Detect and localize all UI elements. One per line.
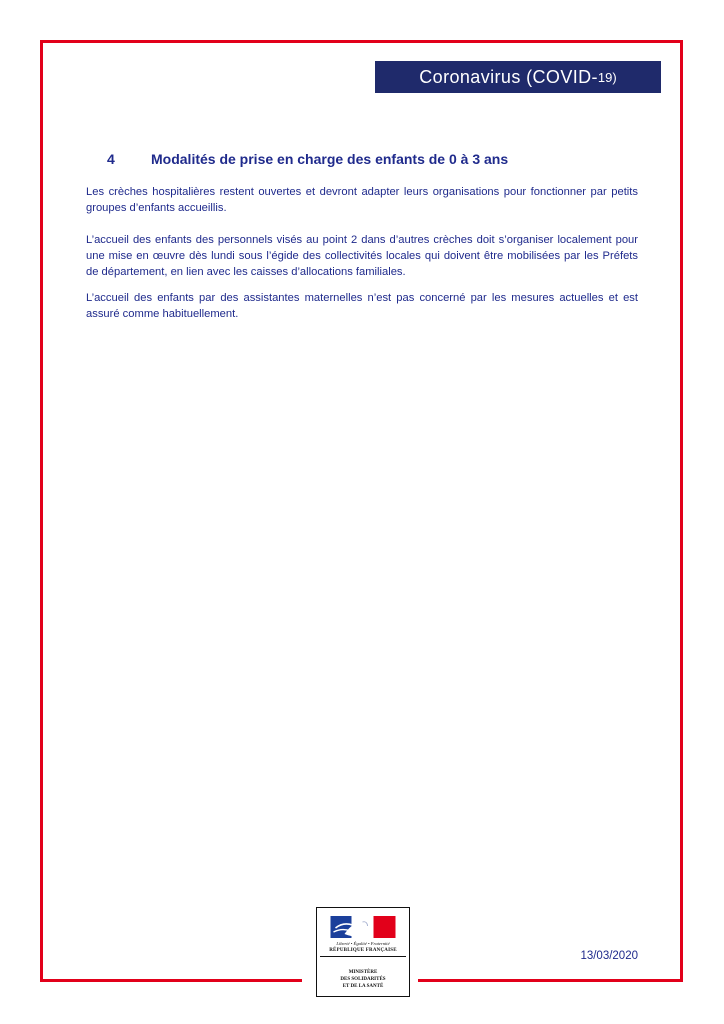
header-title-number: 19) [597,69,617,85]
republic-motto: Liberté • Égalité • Fraternité [336,941,390,946]
republic-name: RÉPUBLIQUE FRANÇAISE [329,948,397,953]
section-title: Modalités de prise en charge des enfants de 0 à 3 ans [151,151,509,167]
section-number: 4 [107,151,115,167]
section-heading [107,151,647,167]
paragraph-accueil-personnels: L’accueil des enfants des personnels visés au point 2 dans d’autres crèches doit s’organiser localement pour une mise en œuvre dès lundi sous l’égide des collectivités locales qui doivent être mobilisées par les Préfets de département, en lien avec les caisses d’allocations familiales. [86,234,638,278]
ministry-line: ET DE LA SANTÉ [342,984,384,989]
paragraph-assistantes-maternelles: L’accueil des enfants par des assistantes maternelles n’est pas concerné par les mesures actuelles et est assuré comme habituellement. [86,292,638,320]
logo-divider [320,956,406,957]
ministry-logo [316,907,410,997]
ministry-line: MINISTÈRE [348,970,378,975]
ministry-name [317,969,409,990]
document-date: 13/03/2020 [580,950,638,962]
ministry-line: DES SOLIDARITÉS [340,977,386,982]
page-border-frame [40,40,683,982]
header-title: Coronavirus (COVID- [419,66,598,87]
paragraph-creches-hospitalieres: Les crèches hospitalières restent ouvertes et devront adapter leurs organisations pour fonctionner par petits groupes d’enfants accueillis. [86,186,638,214]
header-banner [375,61,661,93]
